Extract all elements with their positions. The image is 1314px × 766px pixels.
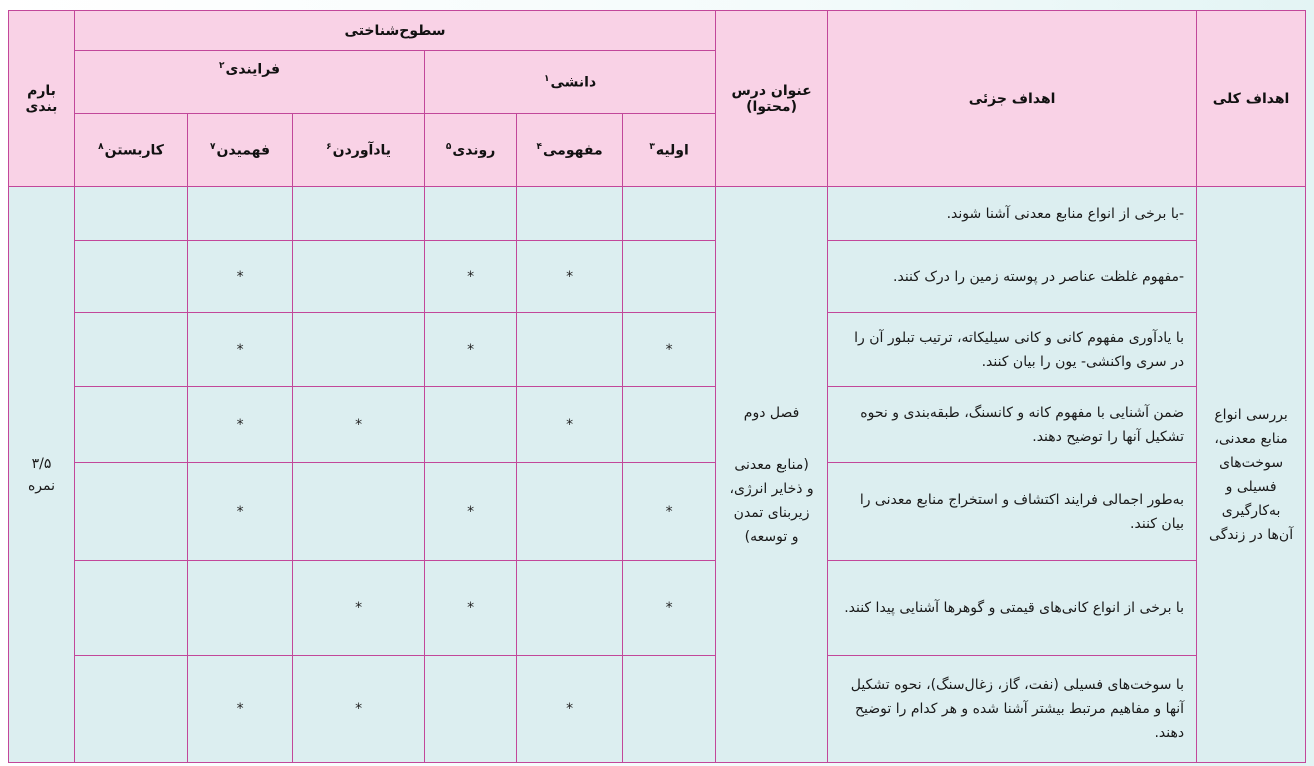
mark-understanding: * xyxy=(188,241,293,313)
mark-remembering xyxy=(293,313,425,387)
mark-conceptual xyxy=(517,463,623,561)
mark-understanding: * xyxy=(188,656,293,763)
mark-applying xyxy=(75,561,188,656)
mark-primary xyxy=(623,387,716,463)
mark-primary: * xyxy=(623,313,716,387)
partial-goal-cell: با سوخت‌های فسیلی (نفت، گاز، زغال‌سنگ)، نحوه تشکیل آنها و مفاهیم مرتبط بیشتر آشنا شده و هر کدام را توضیح دهند. xyxy=(828,656,1197,763)
mark-applying xyxy=(75,241,188,313)
header-general-goals: اهداف کلی xyxy=(1197,11,1306,187)
mark-applying xyxy=(75,463,188,561)
header-remembering: یادآوردن$^۶$ xyxy=(293,114,425,187)
table-row xyxy=(9,187,1306,241)
mark-procedural xyxy=(425,656,517,763)
mark-primary xyxy=(623,241,716,313)
lesson-title-cell: فصل دوم (منابع معدنی و ذخایر انرژی، زیربنای تمدن و توسعه) xyxy=(716,187,828,763)
mark-applying xyxy=(75,187,188,241)
header-score: بارم بندی xyxy=(9,11,75,187)
mark-remembering: * xyxy=(293,387,425,463)
mark-primary: * xyxy=(623,561,716,656)
mark-procedural xyxy=(425,387,517,463)
mark-procedural: * xyxy=(425,241,517,313)
mark-conceptual xyxy=(517,313,623,387)
mark-procedural xyxy=(425,187,517,241)
score-cell: ۳/۵ نمره xyxy=(9,187,75,763)
header-applying: کاربستن$^۸$ xyxy=(75,114,188,187)
partial-goal-cell: با یادآوری مفهوم کانی و کانی سیلیکاته، ترتیب تبلور آن را در سری واکنشی- یون را بیان کنند. xyxy=(828,313,1197,387)
mark-applying xyxy=(75,313,188,387)
header-process: فرایندی$^۲$ xyxy=(75,51,425,114)
mark-conceptual xyxy=(517,187,623,241)
mark-understanding: * xyxy=(188,387,293,463)
mark-understanding: * xyxy=(188,463,293,561)
mark-understanding: * xyxy=(188,313,293,387)
header-primary: اولیه$^۳$ xyxy=(623,114,716,187)
header-partial-goals: اهداف جزئی xyxy=(828,11,1197,187)
mark-conceptual: * xyxy=(517,656,623,763)
mark-understanding xyxy=(188,561,293,656)
mark-remembering: * xyxy=(293,561,425,656)
partial-goal-cell: با برخی از انواع کانی‌های قیمتی و گوهرها آشنایی پیدا کنند. xyxy=(828,561,1197,656)
partial-goal-cell: ضمن آشنایی با مفهوم کانه و کانسنگ، طبقه‌بندی و نحوه تشکیل آنها را توضیح دهند. xyxy=(828,387,1197,463)
mark-conceptual: * xyxy=(517,241,623,313)
table-row xyxy=(9,241,1306,313)
mark-procedural: * xyxy=(425,561,517,656)
mark-conceptual xyxy=(517,561,623,656)
mark-remembering xyxy=(293,187,425,241)
mark-remembering xyxy=(293,463,425,561)
mark-understanding xyxy=(188,187,293,241)
table-row xyxy=(9,656,1306,763)
partial-goal-cell: -با برخی از انواع منابع معدنی آشنا شوند. xyxy=(828,187,1197,241)
mark-primary xyxy=(623,187,716,241)
header-conceptual: مفهومی$^۴$ xyxy=(517,114,623,187)
mark-remembering xyxy=(293,241,425,313)
mark-procedural: * xyxy=(425,313,517,387)
mark-remembering: * xyxy=(293,656,425,763)
learning-objectives-table xyxy=(8,10,1306,763)
header-cognitive-levels: سطوح‌شناختی xyxy=(75,11,716,51)
table-row xyxy=(9,387,1306,463)
mark-primary xyxy=(623,656,716,763)
mark-applying xyxy=(75,387,188,463)
header-lesson-title: عنوان درس (محتوا) xyxy=(716,11,828,187)
mark-applying xyxy=(75,656,188,763)
header-understanding: فهمیدن$^۷$ xyxy=(188,114,293,187)
mark-conceptual: * xyxy=(517,387,623,463)
general-goal-cell: بررسی انواع منابع معدنی، سوخت‌های فسیلی و به‌کارگیری آن‌ها در زندگی xyxy=(1197,187,1306,763)
table-row xyxy=(9,561,1306,656)
mark-primary: * xyxy=(623,463,716,561)
table-row xyxy=(9,313,1306,387)
partial-goal-cell: -مفهوم غلظت عناصر در پوسته زمین را درک کنند. xyxy=(828,241,1197,313)
header-procedural: روندی$^۵$ xyxy=(425,114,517,187)
mark-procedural: * xyxy=(425,463,517,561)
table-row xyxy=(9,463,1306,561)
header-knowledge: دانشی$^۱$ xyxy=(425,51,716,114)
partial-goal-cell: به‌طور اجمالی فرایند اکتشاف و استخراج منابع معدنی را بیان کنند. xyxy=(828,463,1197,561)
